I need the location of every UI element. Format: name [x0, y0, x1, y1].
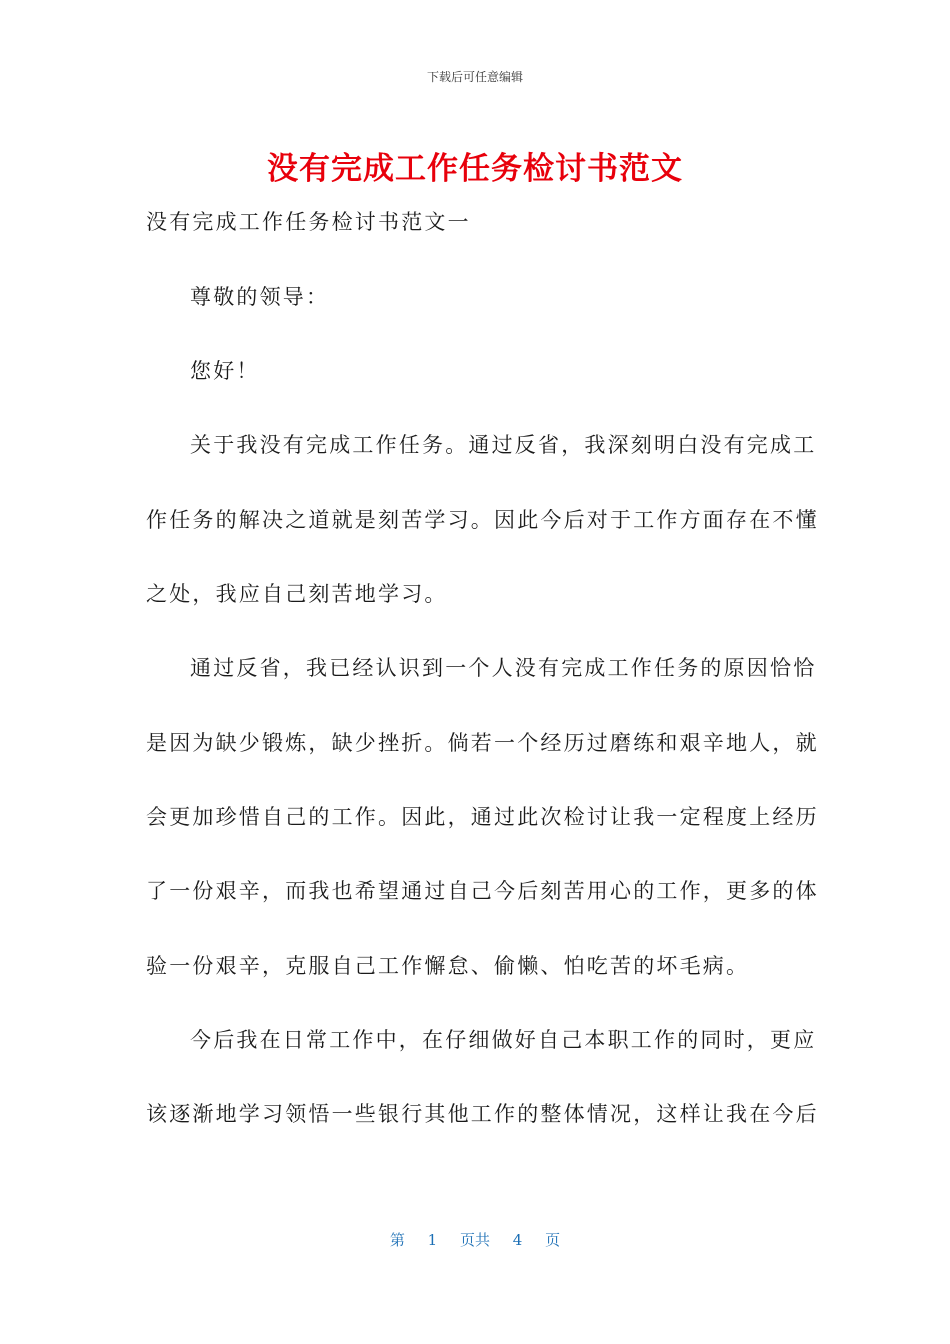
- page-footer: 第 1 页共 4 页: [389, 1231, 561, 1249]
- paragraph-line: 会更加珍惜自己的工作。因此，通过此次检讨让我一定程度上经历: [146, 805, 819, 829]
- paragraph-line: 通过反省，我已经认识到一个人没有完成工作任务的原因恰恰: [190, 656, 817, 680]
- section-heading: 没有完成工作任务检讨书范文一: [146, 210, 471, 234]
- paragraph-line: 验一份艰辛，克服自己工作懈怠、偷懒、怕吃苦的坏毛病。: [146, 954, 750, 978]
- header-note: 下载后可任意编辑: [426, 70, 523, 84]
- document-title: 没有完成工作任务检讨书范文: [267, 151, 683, 187]
- paragraph-line: 作任务的解决之道就是刻苦学习。因此今后对于工作方面存在不懂: [146, 508, 819, 532]
- salutation: 尊敬的领导：: [190, 285, 330, 309]
- paragraph-line: 之处，我应自己刻苦地学习。: [146, 582, 448, 606]
- greeting: 您好！: [190, 359, 260, 383]
- paragraph-line: 今后我在日常工作中，在仔细做好自己本职工作的同时，更应: [190, 1028, 817, 1052]
- paragraph-line: 该逐渐地学习领悟一些银行其他工作的整体情况，这样让我在今后: [146, 1102, 819, 1126]
- paragraph-line: 是因为缺少锻炼，缺少挫折。倘若一个经历过磨练和艰辛地人，就: [146, 731, 819, 755]
- paragraph-line: 了一份艰辛，而我也希望通过自己今后刻苦用心的工作，更多的体: [146, 879, 819, 903]
- paragraph-line: 关于我没有完成工作任务。通过反省，我深刻明白没有完成工: [190, 433, 817, 457]
